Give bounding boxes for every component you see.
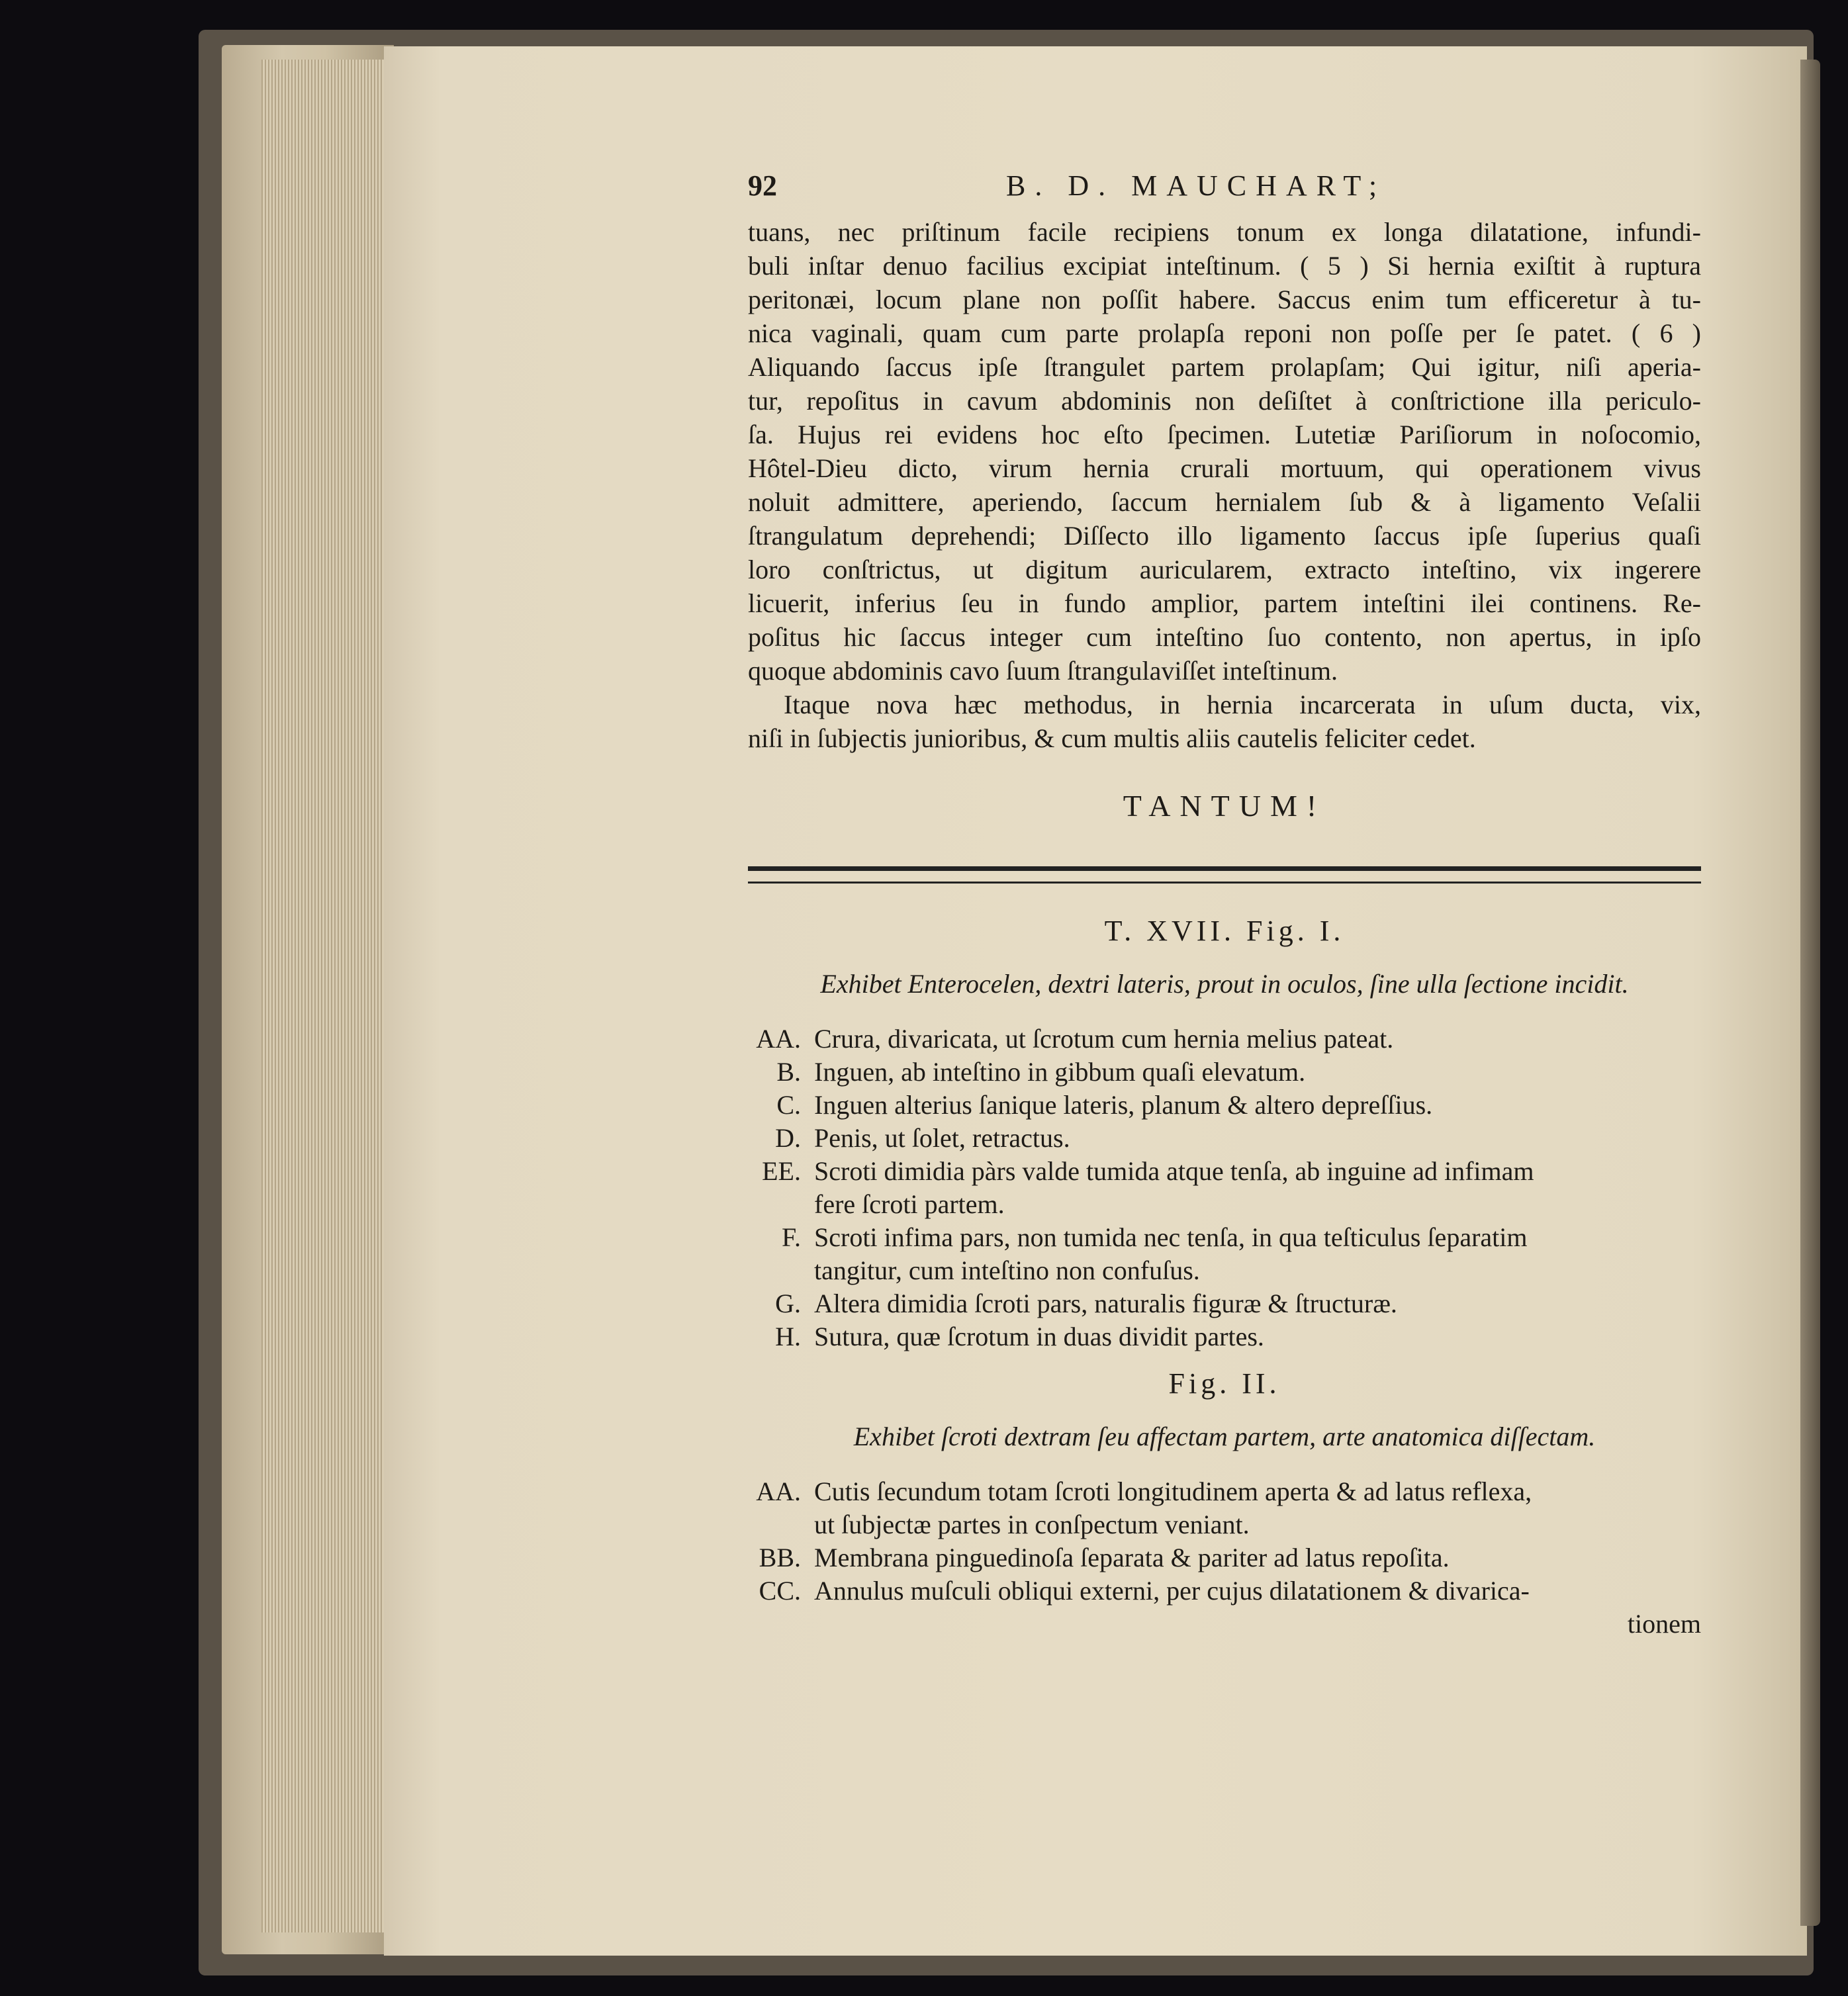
fig2-legend <box>748 1475 1701 1641</box>
legend-key: C. <box>776 1090 801 1120</box>
legend-key: CC. <box>759 1576 801 1606</box>
tantum-heading: TANTUM! <box>1123 789 1326 823</box>
text-line: licuerit, inferius ſeu in fundo amplior, partem inteſtini ilei continens. Re- <box>748 588 1701 618</box>
legend-text: Crura, divaricata, ut ſcrotum cum hernia melius pateat. <box>814 1024 1394 1054</box>
fig1-caption: Exhibet Enterocelen, dextri lateris, prout in oculos, ſine ulla ſectione incidit. <box>820 969 1629 999</box>
text-line: Hôtel-Dieu dicto, virum hernia crurali mortuum, qui operationem vivus <box>748 453 1701 483</box>
running-head <box>748 169 1701 215</box>
legend-text: Sutura, quæ ſcrotum in duas dividit partes. <box>814 1322 1264 1351</box>
legend-item <box>748 1475 1701 1508</box>
legend-item <box>748 1221 1701 1254</box>
fig1-legend <box>748 1022 1701 1353</box>
legend-key: D. <box>775 1123 801 1153</box>
legend-item <box>748 1574 1701 1608</box>
legend-key: F. <box>781 1222 801 1252</box>
legend-item <box>748 1155 1701 1188</box>
paragraph-2 <box>748 688 1701 755</box>
fig2-caption: Exhibet ſcroti dextram ſeu affectam partem, arte anatomica diſſectam. <box>853 1422 1596 1451</box>
page-text <box>748 169 1701 1641</box>
running-title: B. D. MAUCHART; <box>1006 169 1387 202</box>
legend-key: B. <box>776 1057 801 1087</box>
text-line: poſitus hic ſaccus integer cum inteſtino ſuo contento, non apertus, in ipſo <box>748 622 1701 652</box>
paragraph-1 <box>748 215 1701 688</box>
text-line: ſtrangulatum deprehendi; Diſſecto illo ligamento ſaccus ipſe ſuperius quaſi <box>748 521 1701 551</box>
text-line: ſa. Hujus rei evidens hoc eſto ſpecimen. Lutetiæ Pariſiorum in noſocomio, <box>748 420 1701 449</box>
legend-key: H. <box>775 1322 801 1351</box>
legend-text: Membrana pinguedinoſa ſeparata & pariter ad latus repoſita. <box>814 1543 1450 1572</box>
legend-text: Inguen alterius ſanique lateris, planum & altero depreſſius. <box>814 1090 1433 1120</box>
legend-item <box>748 1056 1701 1089</box>
legend-text: Altera dimidia ſcroti pars, naturalis figuræ & ſtructuræ. <box>814 1289 1397 1318</box>
page-number: 92 <box>748 169 777 202</box>
legend-text: Scroti dimidia pàrs valde tumida atque tenſa, ab inguine ad infimam <box>814 1156 1534 1186</box>
legend-item <box>748 1320 1701 1353</box>
text-line: buli inſtar denuo facilius excipiat inteſtinum. ( 5 ) Si hernia exiſtit à ruptura <box>748 251 1701 281</box>
plate-title: T. XVII. Fig. I. <box>1104 915 1345 947</box>
page-right-edge <box>1800 60 1820 1926</box>
legend-item <box>748 1287 1701 1320</box>
legend-continuation: ut ſubjectæ partes in conſpectum veniant. <box>814 1510 1250 1539</box>
double-rule <box>748 866 1701 884</box>
legend-item <box>748 1022 1701 1056</box>
text-line: peritonæi, locum plane non poſſit habere. Saccus enim tum efficeretur à tu- <box>748 285 1701 314</box>
legend-continuation: tangitur, cum inteſtino non confuſus. <box>814 1255 1200 1285</box>
text-line: quoque abdominis cavo ſuum ſtrangulaviſſet inteſtinum. <box>748 656 1338 686</box>
text-line: loro conſtrictus, ut digitum auricularem, extracto inteſtino, vix ingerere <box>748 555 1701 584</box>
legend-item <box>748 1122 1701 1155</box>
legend-text: Inguen, ab inteſtino in gibbum quaſi elevatum. <box>814 1057 1306 1087</box>
legend-continuation: fere ſcroti partem. <box>814 1189 1005 1219</box>
legend-key: AA. <box>756 1476 801 1506</box>
text-line: nica vaginali, quam cum parte prolapſa reponi non poſſe per ſe patet. ( 6 ) <box>748 318 1701 348</box>
text-line: niſi in ſubjectis junioribus, & cum multis aliis cautelis feliciter cedet. <box>748 723 1476 753</box>
legend-text: Cutis ſecundum totam ſcroti longitudinem aperta & ad latus reflexa, <box>814 1476 1532 1506</box>
catchword: tionem <box>1627 1609 1701 1639</box>
fig2-title: Fig. II. <box>1168 1367 1281 1400</box>
legend-key: EE. <box>762 1156 801 1186</box>
legend-key: G. <box>775 1289 801 1318</box>
text-line: Aliquando ſaccus ipſe ſtrangulet partem prolapſam; Qui igitur, niſi aperia- <box>748 352 1701 382</box>
legend-text: Penis, ut ſolet, retractus. <box>814 1123 1070 1153</box>
page-edges <box>261 60 391 1932</box>
legend-key: BB. <box>759 1543 801 1572</box>
legend-item <box>748 1541 1701 1574</box>
text-line: Itaque nova hæc methodus, in hernia incarcerata in uſum ducta, vix, <box>784 690 1701 719</box>
text-line: tuans, nec priſtinum facile recipiens tonum ex longa dilatatione, infundi- <box>748 217 1701 247</box>
legend-text: Annulus muſculi obliqui externi, per cujus dilatationem & divarica- <box>814 1576 1530 1606</box>
text-line: tur, repoſitus in cavum abdominis non deſiſtet à conſtrictione illa periculo- <box>748 386 1701 416</box>
legend-key: AA. <box>756 1024 801 1054</box>
legend-text: Scroti infima pars, non tumida nec tenſa, in qua teſticulus ſeparatim <box>814 1222 1528 1252</box>
legend-item <box>748 1089 1701 1122</box>
text-line: noluit admittere, aperiendo, ſaccum hernialem ſub & à ligamento Veſalii <box>748 487 1701 517</box>
